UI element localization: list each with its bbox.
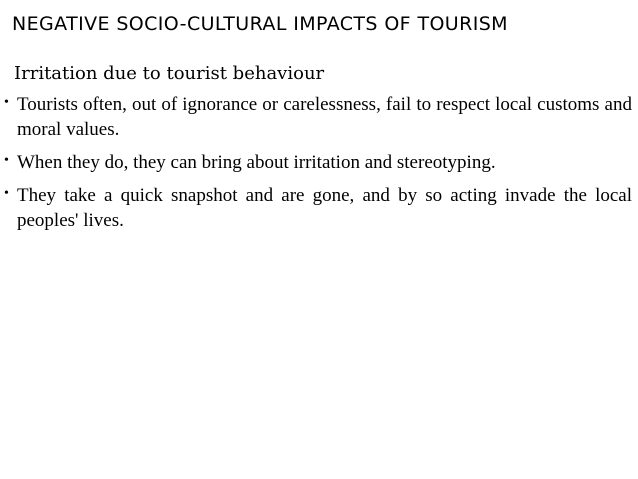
bullet-dot-icon: • bbox=[4, 153, 9, 168]
bullet-item bbox=[4, 150, 632, 175]
bullet-text: They take a quick snapshot and are gone, and by so acting invade the local peoples' lives. bbox=[17, 185, 632, 231]
bullet-list bbox=[4, 92, 632, 241]
slide-subtitle: Irritation due to tourist behaviour bbox=[14, 63, 325, 84]
bullet-dot-icon: • bbox=[4, 95, 9, 110]
bullet-text: When they do, they can bring about irritation and stereotyping. bbox=[17, 152, 496, 173]
bullet-dot-icon: • bbox=[4, 186, 9, 201]
bullet-item bbox=[4, 92, 632, 142]
bullet-text: Tourists often, out of ignorance or carelessness, fail to respect local customs and moral values. bbox=[17, 94, 632, 140]
slide-title: NEGATIVE SOCIO-CULTURAL IMPACTS OF TOURISM bbox=[12, 13, 508, 35]
bullet-item bbox=[4, 183, 632, 233]
